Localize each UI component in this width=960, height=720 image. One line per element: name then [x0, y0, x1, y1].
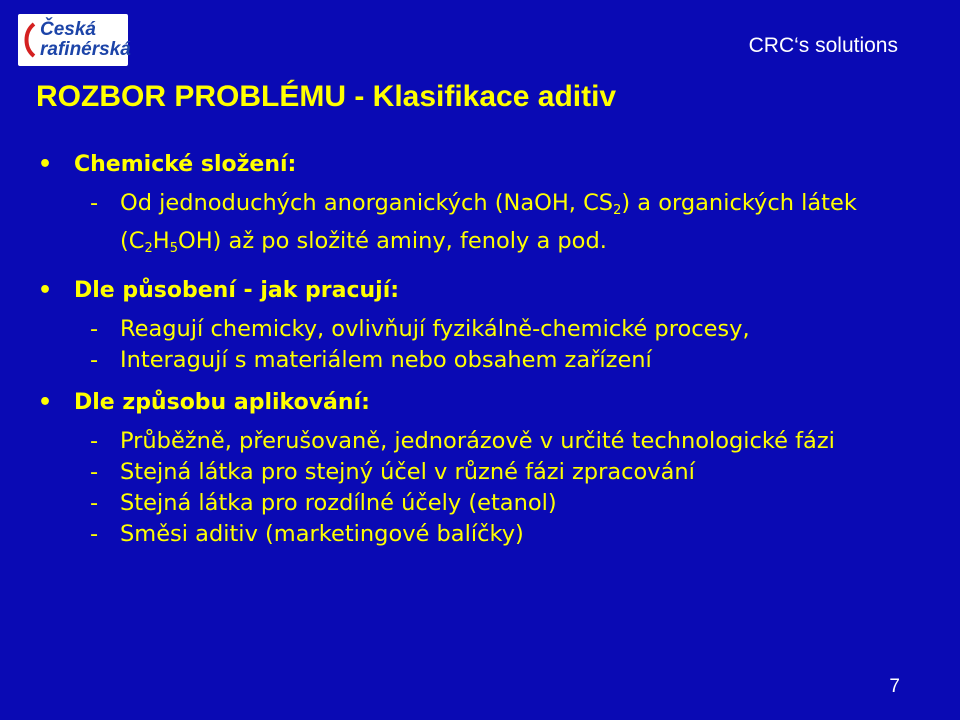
list-item: - Průběžně, přerušovaně, jednorázově v určité technologické fázi: [90, 428, 835, 454]
logo-line-1: Česká: [40, 19, 96, 40]
logo-line-2: rafinérská: [40, 39, 131, 60]
section-items: [36, 426, 926, 550]
section-items: [36, 188, 926, 264]
list-item: - Reagují chemicky, ovlivňují fyzikálně-chemické procesy,: [90, 316, 750, 342]
list-item: - Stejná látka pro stejný účel v různé fázi zpracování: [90, 459, 695, 485]
slide-content: [36, 148, 926, 550]
list-item: - Směsi aditiv (marketingové balíčky): [90, 521, 524, 547]
section-heading: • Dle způsobu aplikování:: [36, 386, 926, 420]
list-item: - Od jednoduchých anorganických (NaOH, $CS_2$) a organických látek $(C_2H_5OH)$ až po složité aminy, fenoly a pod.: [90, 190, 857, 256]
bullet-dot: •: [38, 390, 53, 415]
slide-title: ROZBOR PROBLÉMU - Klasifikace aditiv: [36, 80, 617, 113]
company-logo: [18, 14, 131, 66]
bullet-dot: •: [38, 278, 53, 303]
section-items: [36, 314, 926, 376]
logo-swoosh-icon: [22, 22, 38, 58]
section-heading: • Chemické složení:: [36, 148, 926, 182]
list-item: - Interagují s materiálem nebo obsahem zařízení: [90, 347, 652, 373]
bullet-dot: •: [38, 152, 53, 177]
logo-text: [40, 20, 131, 60]
company-tagline: CRC‘s solutions: [748, 34, 898, 57]
list-item: - Stejná látka pro rozdílné účely (etanol): [90, 490, 557, 516]
section-heading: • Dle působení - jak pracují:: [36, 274, 926, 308]
page-number: 7: [889, 676, 900, 697]
